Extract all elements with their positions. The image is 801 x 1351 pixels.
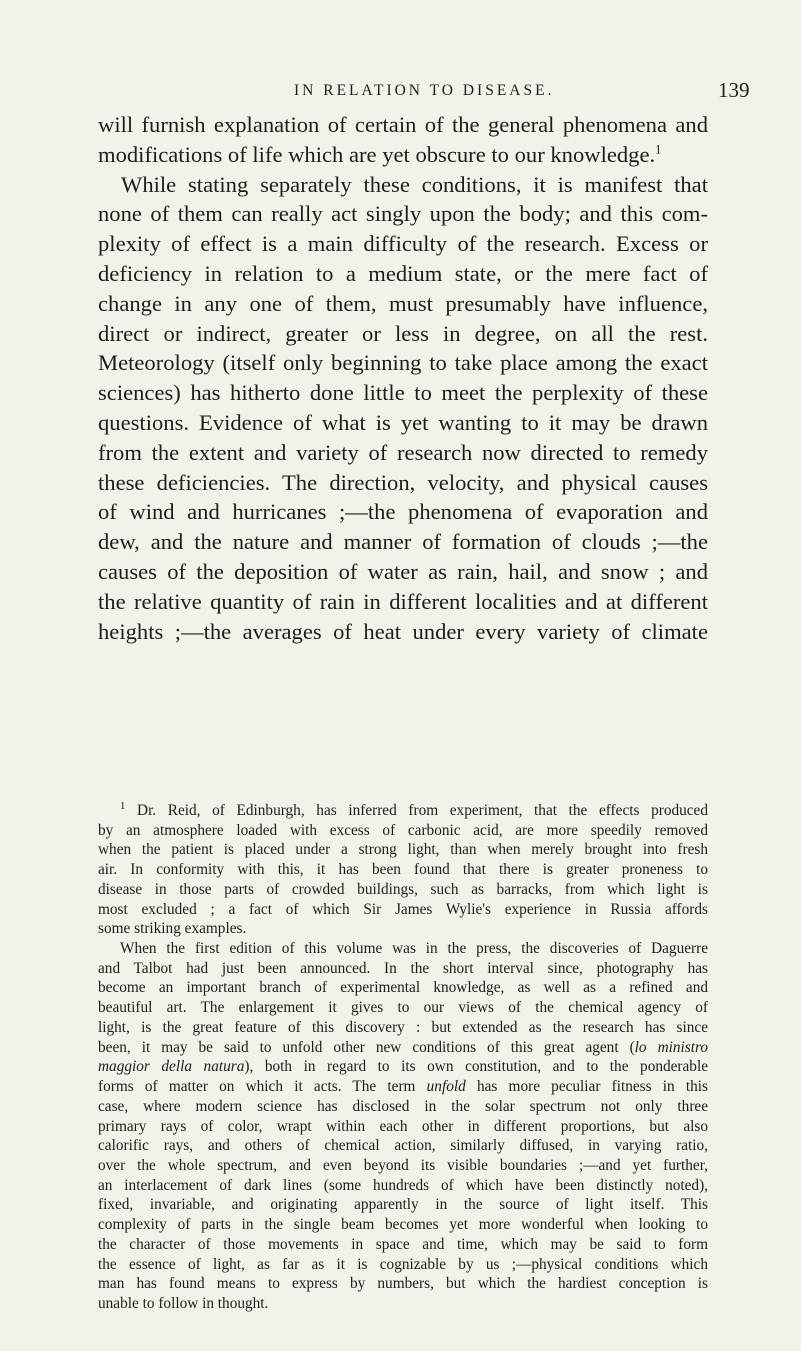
footnote-line: When the first edition of this volume was in the press, the discoveries of Daguerre bbox=[120, 940, 708, 958]
body-line: deficiency in relation to a medium state, or the mere fact of bbox=[98, 260, 708, 286]
body-line-text: modifications of life which are yet obscure to our knowledge. bbox=[98, 141, 656, 167]
footnote-line: when the patient is placed under a strong light, than when merely brought into fresh bbox=[98, 841, 708, 859]
footnote-line: calorific rays, and others of chemical action, similarly diffused, in varying ratio, bbox=[98, 1137, 708, 1155]
footnote-line: most excluded ; a fact of which Sir James Wylie's experience in Russia affords bbox=[98, 900, 708, 918]
footnote-line: air. In conformity with this, it has been found that there is greater proneness to bbox=[98, 861, 708, 879]
body-line: causes of the deposition of water as rain, hail, and snow ; and bbox=[98, 558, 708, 584]
italic-word: unfold bbox=[426, 1078, 466, 1096]
footnote-line: over the whole spectrum, and even beyond its visible boundaries ;—and yet further, bbox=[98, 1156, 708, 1174]
footnote-line bbox=[98, 1077, 708, 1097]
body-line: questions. Evidence of what is yet wanting to it may be drawn bbox=[98, 409, 708, 435]
footnote-line: the essence of light, as far as it is cognizable by us ;—physical conditions which bbox=[98, 1255, 708, 1273]
footnote-reference: 1 bbox=[655, 142, 662, 157]
body-line: plexity of effect is a main difficulty of the research. Excess or bbox=[98, 231, 708, 257]
footnote-line: beautiful art. The enlargement it gives to our views of the chemical agency of bbox=[98, 999, 708, 1017]
body-line: none of them can really act singly upon the body; and this com- bbox=[98, 201, 708, 227]
footnote-line: fixed, invariable, and originating apparently in the source of light itself. This bbox=[98, 1196, 708, 1214]
footnote-text: forms of matter on which it acts. The term bbox=[98, 1078, 427, 1096]
body-line: of wind and hurricanes ;—the phenomena of evaporation and bbox=[98, 499, 708, 525]
body-line: While stating separately these conditions, it is manifest that bbox=[121, 171, 708, 197]
italic-phrase: maggior della natura bbox=[98, 1058, 245, 1076]
body-line: Meteorology (itself only beginning to take place among the exact bbox=[98, 350, 708, 376]
body-line: direct or indirect, greater or less in degree, on all the rest. bbox=[98, 320, 708, 346]
footnote-line: the character of those movements in space and time, which may be said to form bbox=[98, 1235, 708, 1253]
body-line: dew, and the nature and manner of formation of clouds ;—the bbox=[98, 529, 708, 555]
footnote-line: case, where modern science has disclosed in the solar spectrum not only three bbox=[98, 1097, 708, 1115]
footnote-text: has more peculiar fitness in this bbox=[465, 1078, 708, 1096]
page-number: 139 bbox=[718, 78, 750, 102]
footnote-line: disease in those parts of crowded buildings, such as barracks, from which light is bbox=[98, 880, 708, 898]
footnote-line: unable to follow in thought. bbox=[98, 1294, 269, 1312]
footnote-line: primary rays of color, wrapt within each other in different proportions, but also bbox=[98, 1117, 708, 1135]
footnote-line: an interlacement of dark lines (some hundreds of which have been distinctly noted), bbox=[98, 1176, 708, 1194]
body-line: will furnish explanation of certain of the general phenomena and bbox=[98, 112, 708, 137]
footnote-line: by an atmosphere loaded with excess of carbonic acid, are more speedily removed bbox=[98, 821, 708, 839]
footnote-line: complexity of parts in the single beam becomes yet more wonderful when looking to bbox=[98, 1216, 708, 1234]
body-line: heights ;—the averages of heat under every variety of climate bbox=[98, 618, 708, 644]
footnote-line bbox=[98, 1038, 708, 1058]
footnote-mark: 1 bbox=[120, 799, 126, 812]
body-line bbox=[98, 140, 708, 170]
body-line: change in any one of them, must presumably have influence, bbox=[98, 290, 708, 316]
footnote-text: ), both in regard to its own constitution, and to the ponderable bbox=[244, 1058, 709, 1076]
footnote-line: some striking examples. bbox=[98, 920, 247, 938]
footnotes bbox=[98, 801, 708, 1314]
footnote-text: Dr. Reid, of Edinburgh, has inferred from experiment, that the effects produced bbox=[137, 802, 708, 819]
footnote-line: become an important branch of experimental knowledge, as well as a refined and bbox=[98, 979, 708, 997]
running-title: IN RELATION TO DISEASE. bbox=[294, 82, 555, 99]
running-head bbox=[0, 78, 801, 104]
body-text bbox=[98, 110, 708, 646]
footnote-line: light, is the great feature of this discovery : but extended as the research has since bbox=[98, 1018, 708, 1036]
footnote-line: man has found means to express by numbers, but which the hardiest conception is bbox=[98, 1275, 708, 1293]
footnote-line bbox=[98, 1057, 708, 1077]
footnote-text: been, it may be said to unfold other new conditions of this great agent ( bbox=[98, 1038, 635, 1056]
italic-phrase: lo ministro bbox=[634, 1038, 708, 1056]
footnote-line bbox=[98, 801, 708, 821]
body-line: these deficiencies. The direction, velocity, and physical causes bbox=[98, 469, 708, 495]
body-line: sciences) has hitherto done little to meet the perplexity of these bbox=[98, 380, 708, 406]
body-line: the relative quantity of rain in different localities and at different bbox=[98, 588, 708, 614]
footnote-line: and Talbot had just been announced. In the short interval since, photography has bbox=[98, 959, 708, 977]
body-line: from the extent and variety of research now directed to remedy bbox=[98, 439, 708, 465]
